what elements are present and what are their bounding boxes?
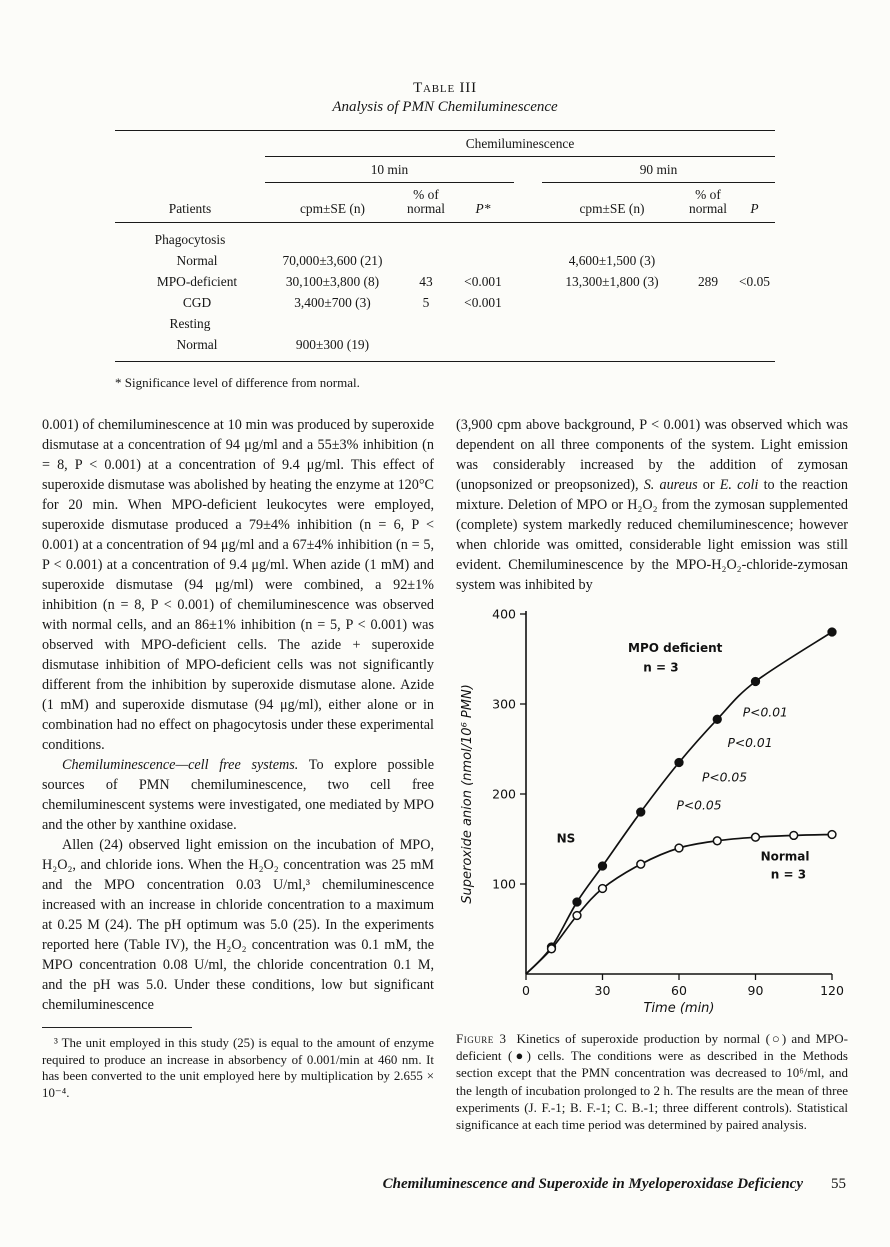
table-row-resting-normal bbox=[115, 334, 775, 362]
cell bbox=[682, 250, 734, 271]
svg-text:120: 120 bbox=[820, 983, 844, 998]
svg-text:P<0.01: P<0.01 bbox=[742, 705, 788, 720]
header-p-90min: P bbox=[734, 183, 775, 223]
body-paragraph bbox=[456, 415, 848, 595]
cell: 289 bbox=[697, 274, 719, 289]
cell bbox=[514, 250, 542, 271]
running-title: Chemiluminescence and Superoxide in Myeloperoxidase Deficiency bbox=[382, 1176, 803, 1192]
column-group-chemiluminescence: Chemiluminescence bbox=[265, 131, 775, 157]
cell: 3,400±700 (3) bbox=[294, 295, 371, 310]
cell bbox=[734, 292, 775, 313]
body-paragraph: 0.001) of chemiluminescence at 10 min was produced by superoxide dismutase at a concentration of 94 μg/ml and a 55±3% inhibition (n = 8, P < 0.001) at a concentration of 9.4 μg/ml. This effect of superoxide dismutase was abolished by heating the enzyme at 120°C for 20 min. When MPO-deficient leukocytes were employed, superoxide dismutase produced a 79±4% inhibition (n = 6, P < 0.001) at a concentration of 94 μg/ml and a 67±4% inhibition (n = 5, P < 0.001) at a concentration of 9.4 μg/ml. When azide (1 mM) and superoxide dismutase (94 μg/ml) were combined, a 92±1% inhibition (n = 8, P < 0.001) of chemiluminescence was observed with normal cells, and an 86±1% inhibition (n = 5, P < 0.001) was observed with MPO-deficient cells. The azide + superoxide dismutase inhibition of MPO-deficient cells was not significantly different from the inhibition by superoxide dismutase alone. Azide (1 mM) and superoxide dismutase (94 μg/ml), either alone or in combination had no effect on phagocytosis under these experimental conditions. bbox=[42, 417, 434, 753]
paragraph-text: (3,900 cpm above background, P < 0.001) was observed which was dependent on all three components of the system. Light emission was considerably increased by the addition of zymosan (unopsonized or preopsonized), bbox=[456, 417, 848, 493]
svg-text:300: 300 bbox=[492, 696, 516, 712]
cell bbox=[265, 223, 400, 251]
column-gap bbox=[514, 157, 542, 183]
figure-caption-text: Kinetics of superoxide production by normal (○) and MPO-deficient (●) cells. The conditions were as described in the Methods section except that the PMN concentration was decreased to 10⁶/ml, and the length of incubation prolonged to 2 h. The results are the mean of three experiments (J. F.-1; B. F.-1; C. B.-1; three different controls). Statistical significance at each time period was determined by paired analysis. bbox=[456, 1031, 848, 1133]
svg-text:n = 3: n = 3 bbox=[770, 867, 807, 882]
cell bbox=[514, 334, 542, 362]
figure-caption-label: Figure 3 bbox=[456, 1031, 507, 1046]
cell bbox=[542, 292, 682, 313]
svg-text:400: 400 bbox=[492, 606, 516, 622]
cell bbox=[542, 313, 682, 334]
species-name: E. coli bbox=[719, 477, 759, 493]
cell: Phagocytosis bbox=[154, 232, 226, 247]
cell: 4,600±1,500 (3) bbox=[568, 253, 656, 268]
svg-text:90: 90 bbox=[747, 983, 764, 998]
cell bbox=[682, 334, 734, 362]
cell: <0.001 bbox=[464, 295, 502, 310]
cell bbox=[734, 334, 775, 362]
cell bbox=[542, 223, 682, 251]
cell: 5 bbox=[422, 295, 430, 310]
svg-text:P<0.05: P<0.05 bbox=[676, 798, 722, 813]
cell bbox=[514, 223, 542, 251]
cell bbox=[514, 313, 542, 334]
paragraph-text: To explore possible sources of PMN chemiluminescence, two cell free chemiluminescent systems were investigated, one mediated by MPO and the other by xanthine oxidase. bbox=[42, 757, 434, 833]
cell: 70,000±3,600 (21) bbox=[282, 253, 383, 268]
cell bbox=[734, 223, 775, 251]
table-footnote: * Significance level of difference from normal. bbox=[115, 375, 360, 390]
cell bbox=[542, 334, 682, 362]
cell bbox=[514, 292, 542, 313]
body-columns bbox=[42, 415, 848, 1133]
cell: Normal bbox=[176, 253, 218, 268]
cell: Normal bbox=[176, 337, 218, 352]
cell: 900±300 (19) bbox=[295, 337, 370, 352]
cell bbox=[734, 313, 775, 334]
svg-text:100: 100 bbox=[492, 876, 516, 892]
svg-text:0: 0 bbox=[522, 983, 530, 998]
svg-text:Normal: Normal bbox=[760, 849, 810, 864]
cell: <0.05 bbox=[739, 274, 770, 289]
table-header-row bbox=[115, 183, 775, 223]
cell bbox=[734, 250, 775, 271]
svg-text:Time (min): Time (min) bbox=[643, 1001, 715, 1016]
paragraph-text: to the reaction mixture. Deletion of MPO or H₂O₂ from the zymosan supplemented (complete) system markedly reduced chemiluminescence; however when chloride was omitted, considerable light emission was still evident. Chemiluminescence by the MPO-H₂O₂-chloride-zymosan system was inhibited by bbox=[456, 477, 848, 593]
footnote-rule bbox=[42, 1027, 192, 1028]
cell bbox=[682, 292, 734, 313]
cell bbox=[265, 313, 400, 334]
figure-caption bbox=[456, 1030, 848, 1133]
header-cpm-90min: cpm±SE (n) bbox=[542, 183, 682, 223]
svg-text:60: 60 bbox=[671, 983, 687, 998]
paragraph-text: or bbox=[697, 477, 720, 493]
svg-text:n = 3: n = 3 bbox=[643, 660, 679, 675]
svg-text:30: 30 bbox=[594, 983, 611, 998]
table-group-row-2 bbox=[115, 157, 775, 183]
header-cpm-10min: cpm±SE (n) bbox=[265, 183, 400, 223]
header-pct-normal-10min: % of normal bbox=[400, 183, 452, 223]
running-footer bbox=[42, 1176, 846, 1193]
body-paragraph bbox=[42, 755, 434, 835]
table-row-resting bbox=[115, 313, 775, 334]
svg-text:Superoxide anion (nmol/10⁶ PMN: Superoxide anion (nmol/10⁶ PMN) bbox=[460, 684, 475, 904]
left-column bbox=[42, 415, 434, 1133]
figure-3 bbox=[456, 601, 848, 1133]
table-3-block bbox=[42, 80, 848, 391]
svg-text:200: 200 bbox=[492, 786, 516, 802]
cell bbox=[452, 250, 514, 271]
table-row-normal bbox=[115, 250, 775, 271]
footnote-text: ³ The unit employed in this study (25) is equal to the amount of enzyme required to produce an increase in absorbency of 0.001/min at 460 nm. It has been converted to the unit employed here by multiplication by 2.655 × 10⁻⁴. bbox=[42, 1036, 434, 1100]
table-title: Analysis of PMN Chemiluminescence bbox=[332, 99, 558, 115]
body-paragraph: Allen (24) observed light emission on the incubation of MPO, H₂O₂, and chloride ions. When the H₂O₂ concentration was 25 mM and the MPO concentration 0.03 U/ml,³ chemiluminescence increased with an increase in chloride concentration to a maximum at 0.25 M (24). The pH optimum was 5.0 (25). In the experiments reported here (Table IV), the H₂O₂ concentration was 0.1 mM, the MPO concentration 0.08 U/ml, the chloride concentration 0.1 M, and the pH was 5.0. Under these conditions, low but significant chemiluminescence bbox=[42, 837, 434, 1013]
svg-text:NS: NS bbox=[556, 831, 576, 846]
right-column bbox=[456, 415, 848, 1133]
cell bbox=[452, 313, 514, 334]
cell: CGD bbox=[182, 295, 212, 310]
table-row-phagocytosis bbox=[115, 223, 775, 251]
table-row-mpo-deficient bbox=[115, 271, 775, 292]
cell bbox=[682, 223, 734, 251]
svg-text:MPO deficient: MPO deficient bbox=[628, 640, 723, 655]
cell: 30,100±3,800 (8) bbox=[285, 274, 380, 289]
header-patients: Patients bbox=[115, 183, 265, 223]
cell bbox=[682, 313, 734, 334]
cell bbox=[400, 313, 452, 334]
paragraph-lead: Chemiluminescence—cell free systems. bbox=[62, 757, 299, 773]
header-gap bbox=[514, 183, 542, 223]
cell bbox=[452, 223, 514, 251]
column-group-10min: 10 min bbox=[265, 157, 514, 183]
header-pct-normal-90min: % of normal bbox=[682, 183, 734, 223]
svg-text:P<0.05: P<0.05 bbox=[701, 770, 748, 785]
table-row-cgd bbox=[115, 292, 775, 313]
cell: 43 bbox=[419, 274, 433, 289]
cell bbox=[400, 250, 452, 271]
cell: 13,300±1,800 (3) bbox=[565, 274, 659, 289]
cell: Resting bbox=[169, 316, 211, 331]
cell bbox=[452, 334, 514, 362]
page-number: 55 bbox=[831, 1176, 846, 1192]
species-name: S. aureus bbox=[643, 477, 698, 493]
cell bbox=[400, 334, 452, 362]
table-3 bbox=[115, 130, 775, 362]
cell bbox=[400, 223, 452, 251]
column-group-90min: 90 min bbox=[542, 157, 775, 183]
header-p-10min: P* bbox=[452, 183, 514, 223]
cell bbox=[514, 271, 542, 292]
svg-text:P<0.01: P<0.01 bbox=[727, 736, 773, 751]
cell: MPO-deficient bbox=[156, 274, 238, 289]
table-label: Table III bbox=[413, 80, 477, 96]
table-group-row-1 bbox=[115, 131, 775, 157]
cell: <0.001 bbox=[464, 274, 502, 289]
figure-chart bbox=[456, 601, 848, 1019]
